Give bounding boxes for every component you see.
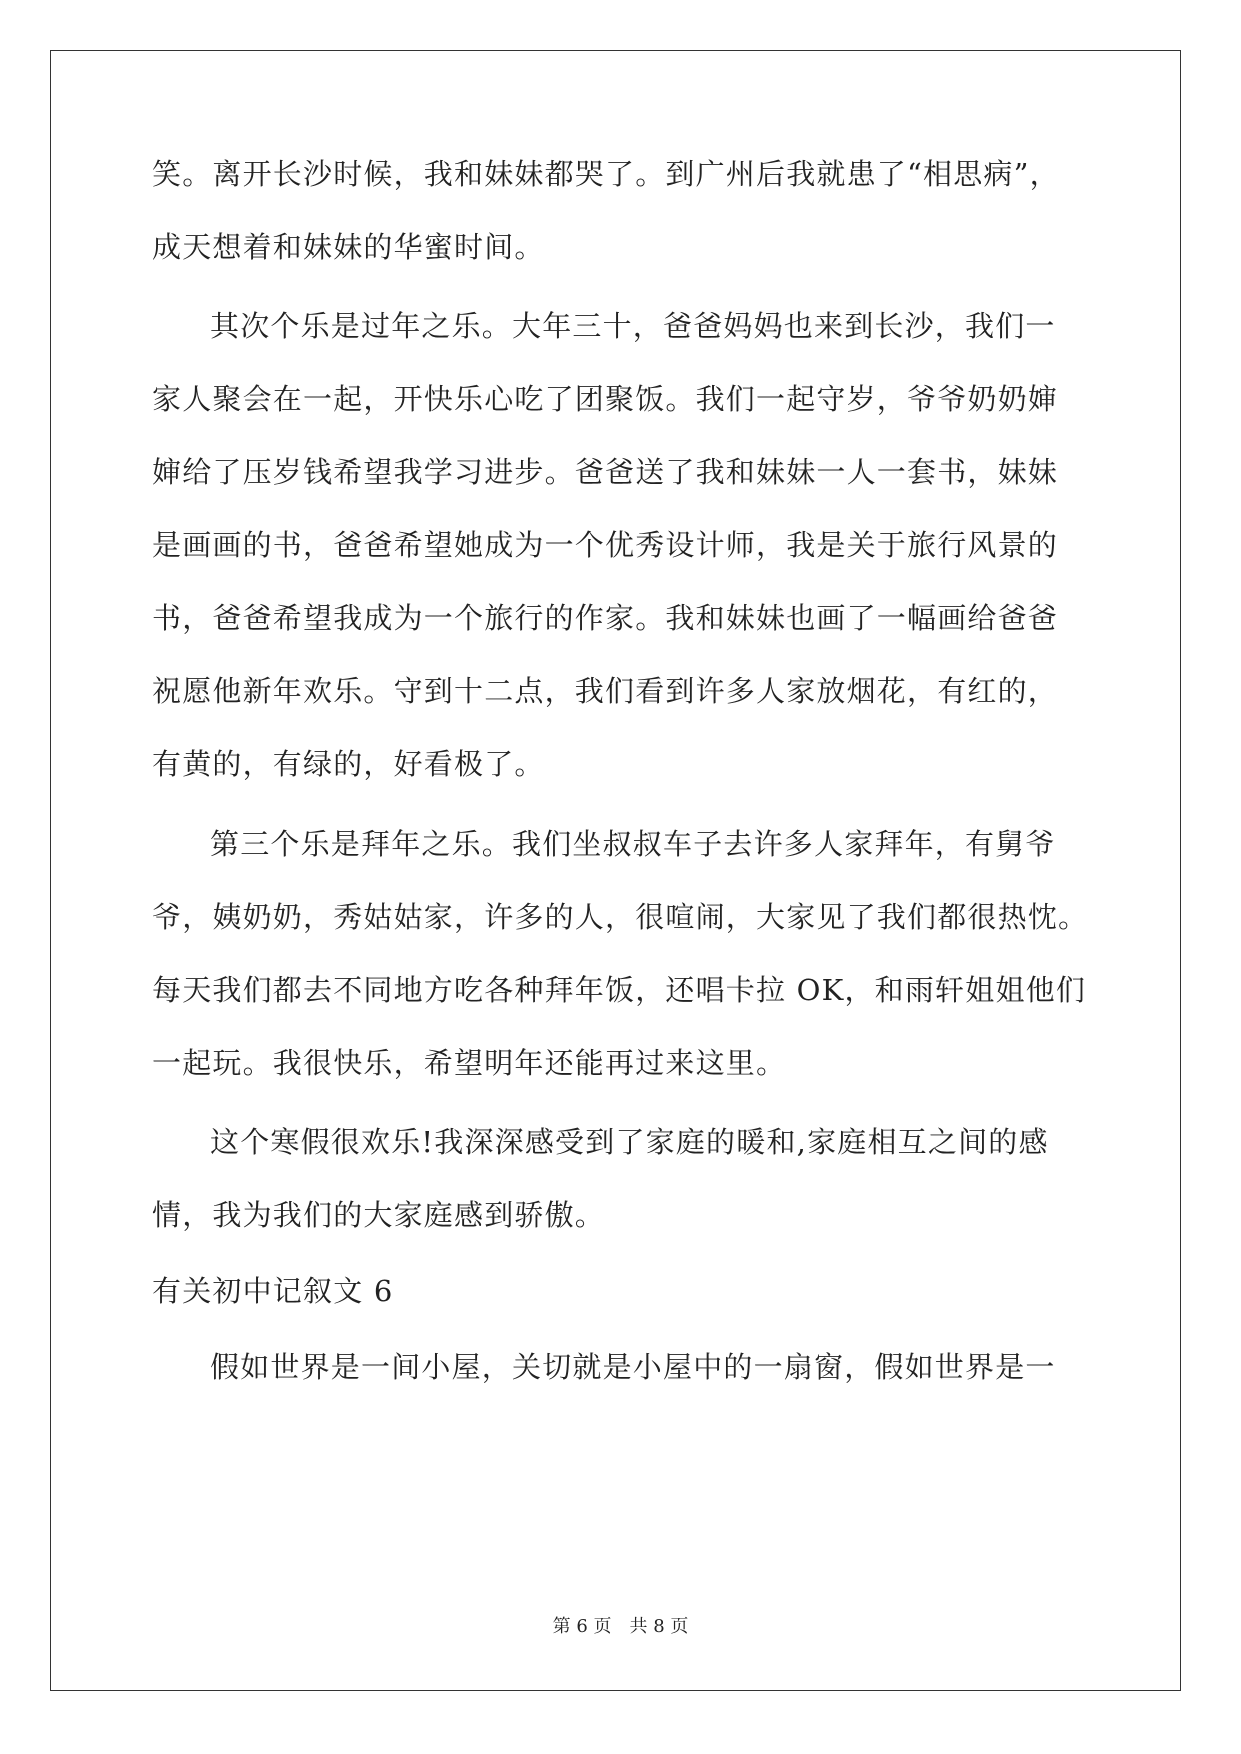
text-line: 一起玩。我很快乐，希望明年还能再过来这里。	[152, 1046, 787, 1080]
text-line: 书，爸爸希望我成为一个旅行的作家。我和妹妹也画了一幅画给爸爸	[152, 601, 1059, 635]
page-border	[50, 50, 1181, 1691]
paragraph-first-line: 这个寒假很欢乐!我深深感受到了家庭的暖和,家庭相互之间的感	[210, 1125, 1049, 1159]
text-line: 是画画的书，爸爸希望她成为一个优秀设计师，我是关于旅行风景的	[152, 528, 1059, 562]
text-line: 每天我们都去不同地方吃各种拜年饭，还唱卡拉 OK，和雨轩姐姐他们	[152, 973, 1087, 1007]
text-line: 笑。离开长沙时候，我和妹妹都哭了。到广州后我就患了“相思病”，	[152, 157, 1060, 191]
text-line: 情，我为我们的大家庭感到骄傲。	[152, 1198, 606, 1232]
text-line: 祝愿他新年欢乐。守到十二点，我们看到许多人家放烟花，有红的，	[152, 674, 1059, 708]
paragraph-first-line: 假如世界是一间小屋，关切就是小屋中的一扇窗，假如世界是一	[210, 1350, 1056, 1384]
text-line: 家人聚会在一起，开快乐心吃了团聚饭。我们一起守岁，爷爷奶奶婶	[152, 382, 1059, 416]
paragraph-first-line: 其次个乐是过年之乐。大年三十，爸爸妈妈也来到长沙，我们一	[210, 309, 1056, 343]
text-line: 婶给了压岁钱希望我学习进步。爸爸送了我和妹妹一人一套书，妹妹	[152, 455, 1059, 489]
paragraph-first-line: 第三个乐是拜年之乐。我们坐叔叔车子去许多人家拜年，有舅爷	[210, 827, 1056, 861]
text-line: 有黄的，有绿的，好看极了。	[152, 747, 545, 781]
page-footer: 第 6 页 共 8 页	[552, 1616, 689, 1637]
text-line: 成天想着和妹妹的华蜜时间。	[152, 230, 545, 264]
section-heading: 有关初中记叙文 6	[152, 1274, 394, 1308]
text-line: 爷，姨奶奶，秀姑姑家，许多的人，很喧闹，大家见了我们都很热忱。	[152, 900, 1089, 934]
